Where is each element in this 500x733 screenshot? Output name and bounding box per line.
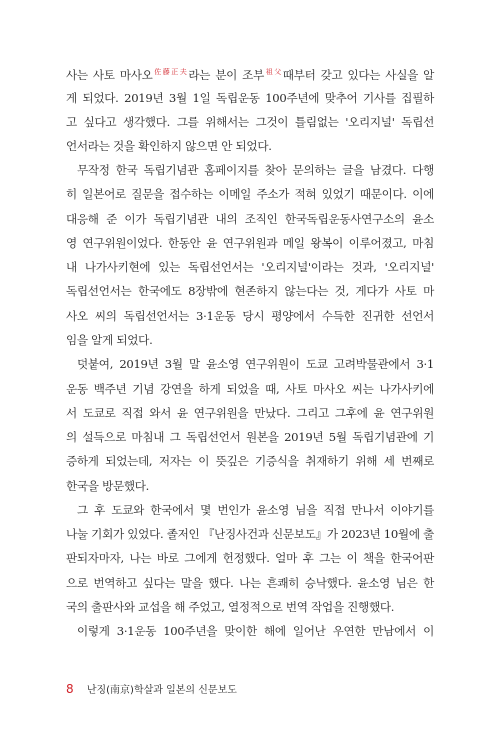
- running-title: 난징(南京)학살과 일본의 신문보도: [86, 685, 237, 696]
- text-line-8: 영 연구위원이었다. 한동안 윤 연구위원과 메일 왕복이 이루어졌고, 마침: [66, 236, 434, 250]
- kanji-annotation-grandfather: 祖父: [263, 68, 283, 76]
- text-line-3: 고 싶다고 생각했다. 그를 위해서는 그것이 틀림없는 '오리지널' 독립선: [66, 115, 434, 129]
- text-line-6: 히 일본어로 질문을 접수하는 이메일 주소가 적혀 있었기 때문이다. 이에: [66, 187, 434, 201]
- text-line-19: 그 후 도쿄와 한국에서 몇 번인가 윤소영 님을 직접 만나서 이야기를: [77, 503, 434, 517]
- text-line-18: 한국을 방문했다.: [66, 479, 150, 493]
- text-line-11: 사오 씨의 독립선언서는 3·1운동 당시 평양에서 수득한 진귀한 선언서: [66, 309, 434, 323]
- text-line-13: 덧붙여, 2019년 3월 말 윤소영 연구위원이 도쿄 고려박물관에서 3·1: [77, 357, 434, 371]
- text-line-21: 판되자마자, 나는 바로 그에게 헌정했다. 얼마 후 그는 이 책을 한국어판: [66, 551, 434, 565]
- page-number: 8: [66, 682, 74, 696]
- text-line-12: 임을 알게 되었다.: [66, 333, 153, 347]
- text-line-15: 서 도쿄로 직접 와서 윤 연구위원을 만났다. 그리고 그후에 윤 연구위원: [66, 406, 434, 420]
- text-line-20: 나눌 기회가 있었다. 졸저인 『난징사건과 신문보도』가 2023년 10월에 출: [66, 527, 435, 541]
- text-line-1: 사는 사토 마사오$^{佐藤正夫}$라는 분이 조부$^{祖父}$때부터 갖고 있다는 사실을 알: [66, 67, 435, 82]
- page-footer: [66, 681, 237, 696]
- text-line-14: 운동 백주년 기념 강연을 하게 되었을 때, 사토 마사오 씨는 나가사키에: [66, 382, 434, 396]
- text-line-24: 이렇게 3·1운동 100주년을 맞이한 해에 일어난 우연한 만남에서 이: [77, 624, 434, 638]
- text-line-7: 대응해 준 이가 독립기념관 내의 조직인 한국독립운동사연구소의 윤소: [66, 212, 434, 226]
- text-line-10: 독립선언서는 한국에도 8장밖에 현존하지 않는다는 것, 게다가 사토 마: [66, 284, 434, 298]
- kanji-annotation-name: 佐藤正夫: [152, 68, 189, 76]
- text-line-2: 게 되었다. 2019년 3월 1일 독립운동 100주년에 맞추어 기사를 집필하: [66, 91, 434, 105]
- text-line-23: 국의 출판사와 교섭을 해 주었고, 열정적으로 번역 작업을 진행했다.: [66, 600, 395, 614]
- text-line-9: 내 나가사키현에 있는 독립선언서는 '오리지널'이라는 것과, '오리지널': [66, 260, 434, 274]
- text-line-17: 증하게 되었는데, 저자는 이 뜻깊은 기증식을 취재하기 위해 세 번째로: [66, 454, 434, 468]
- text-line-16: 의 설득으로 마침내 그 독립선언서 원본을 2019년 5월 독립기념관에 기: [66, 430, 434, 444]
- text-line-22: 으로 번역하고 싶다는 말을 했다. 나는 흔쾌히 승낙했다. 윤소영 님은 한: [66, 576, 434, 590]
- text-line-5: 무작정 한국 독립기념관 홈페이지를 찾아 문의하는 글을 남겼다. 다행: [77, 163, 434, 177]
- text-line-4: 언서라는 것을 확인하지 않으면 안 되었다.: [66, 139, 272, 153]
